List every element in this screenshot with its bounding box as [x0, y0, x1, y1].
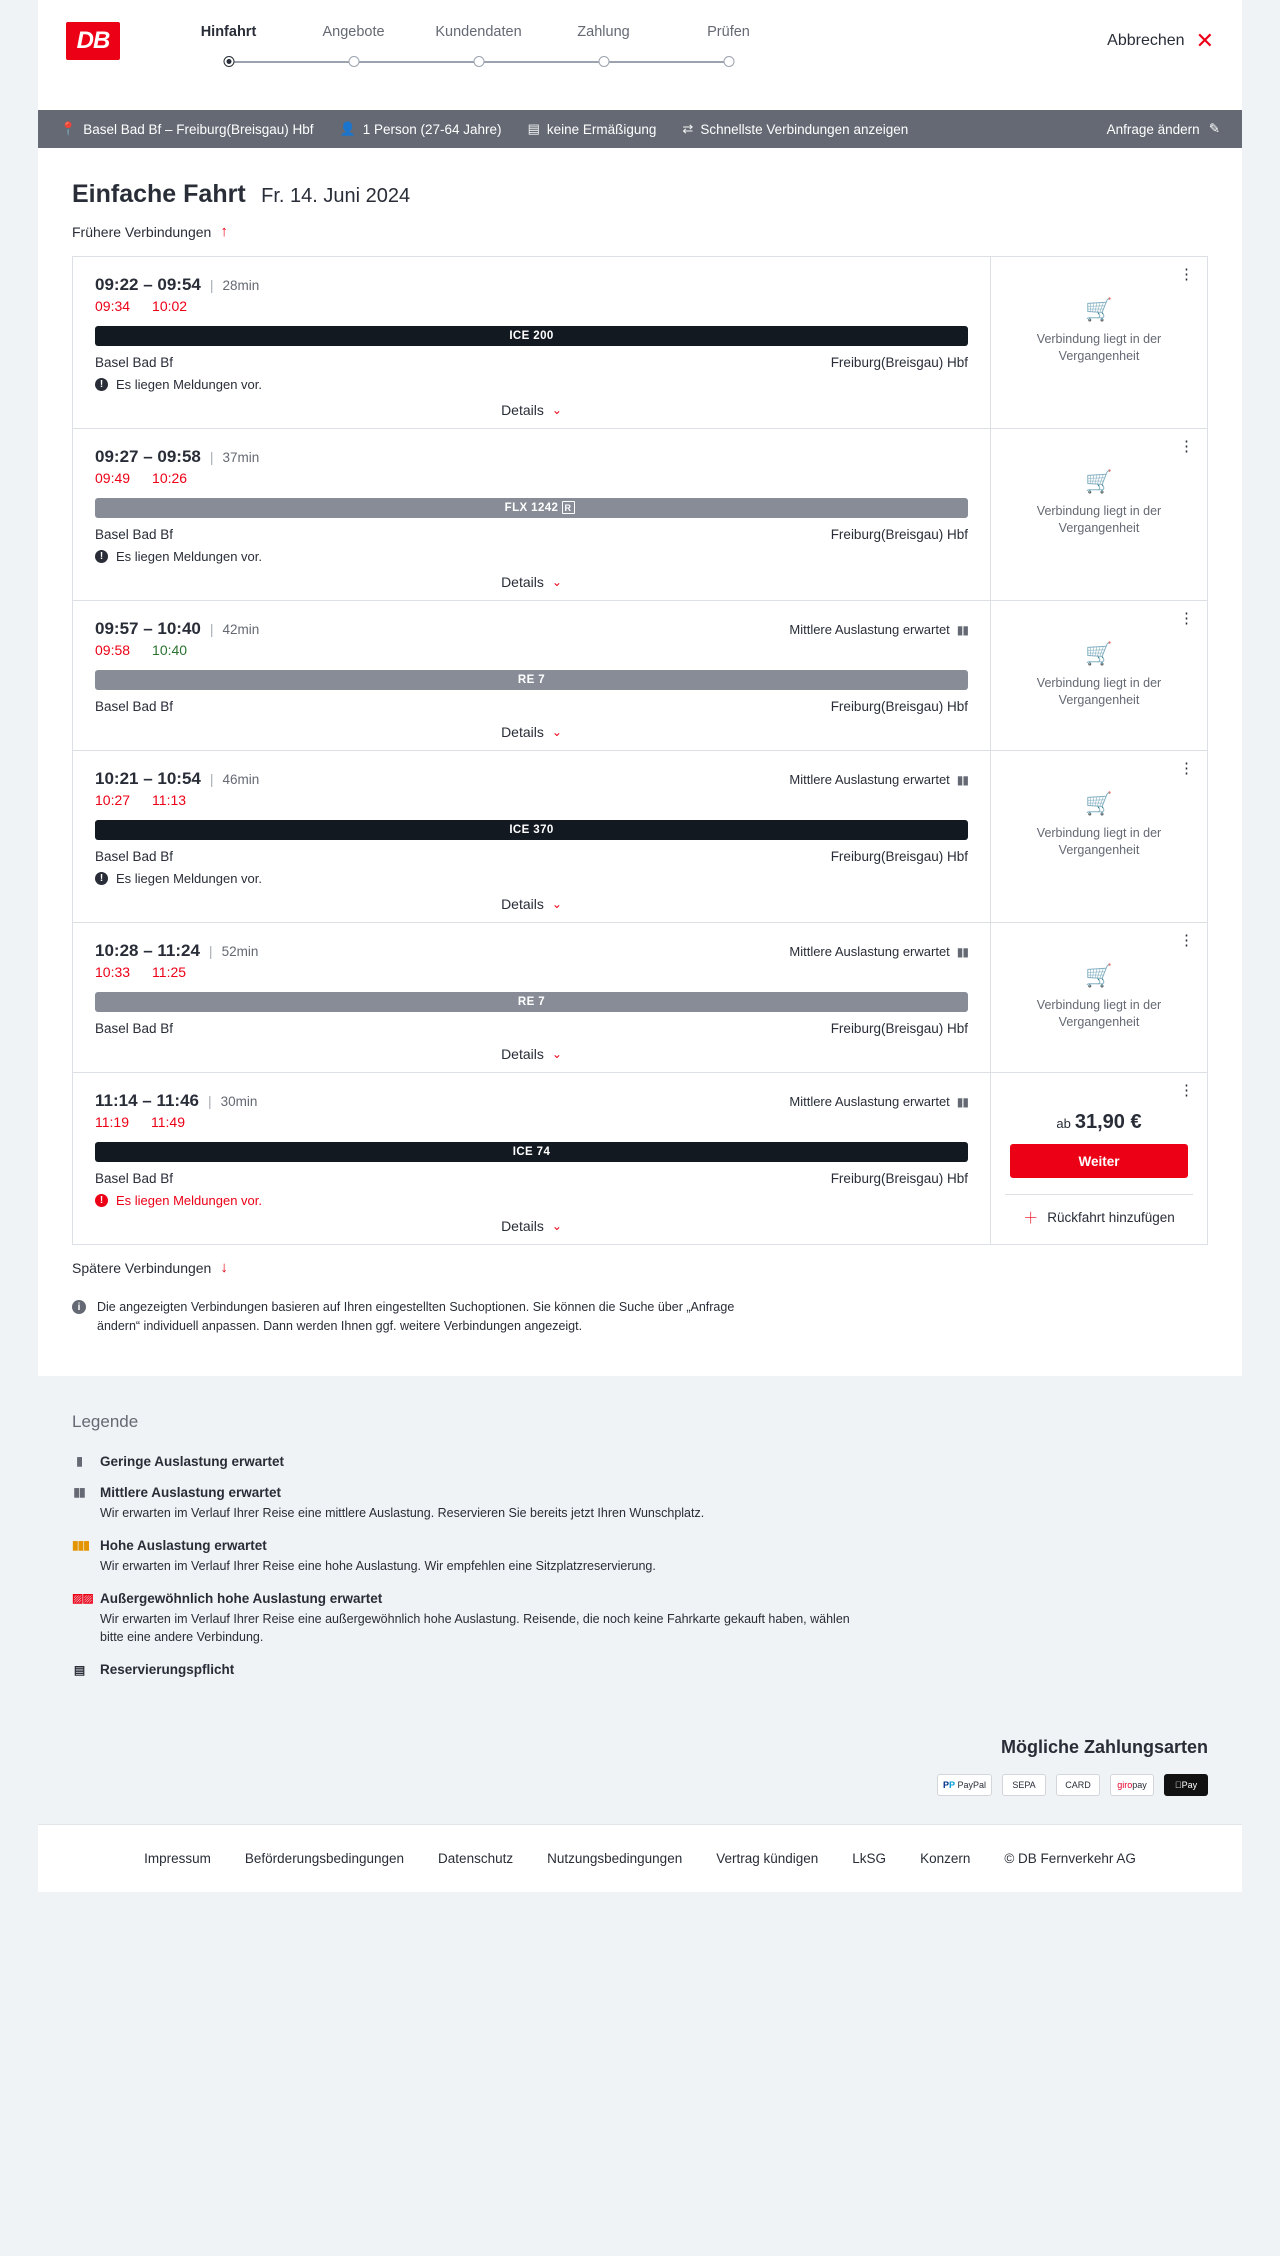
occupancy-indicator [789, 944, 968, 959]
connections-list [72, 256, 1208, 1245]
paypal-icon: P P PayPal [937, 1774, 992, 1796]
actual-arrival-time: 10:40 [152, 642, 188, 658]
actual-departure-time: 11:19 [95, 1114, 129, 1130]
payment-methods-section [38, 1727, 1242, 1824]
info-icon: i [72, 1300, 86, 1314]
legend-item-label: Hohe Auslastung erwartet [100, 1537, 267, 1553]
train-line-label: ICE 370 [509, 824, 554, 836]
footer-links [38, 1851, 1242, 1866]
connection-side [991, 257, 1207, 428]
page-footer [38, 1824, 1242, 1892]
cart-disabled-icon: 🛒 [1085, 963, 1113, 988]
connection-card [73, 429, 1207, 601]
arrival-station: Freiburg(Breisgau) Hbf [830, 849, 968, 864]
train-line-bar[interactable] [95, 1142, 968, 1162]
disruption-message[interactable] [95, 1193, 968, 1208]
price-value: 31,90 € [1074, 1111, 1142, 1133]
edit-request-label: Anfrage ändern [1106, 121, 1200, 137]
actual-arrival-time: 11:49 [151, 1114, 185, 1130]
departure-station: Basel Bad Bf [95, 1171, 174, 1186]
connection-times: 09:57 – 10:40 [95, 619, 201, 638]
legend-item-description: Wir erwarten im Verlauf Ihrer Reise eine außergewöhnlich hohe Auslastung. Reisende, die noch keine Fahrkarte gekauft haben, wählen bitte eine andere Verbindung. [100, 1611, 850, 1644]
legend-title: Legende [72, 1411, 139, 1431]
separator: | [208, 943, 213, 959]
connection-times: 09:27 – 09:58 [95, 447, 201, 466]
location-pin-icon: 📍 [60, 121, 77, 136]
legend-item [72, 1538, 1208, 1575]
occupancy-level-icon: ▮▮ [73, 1485, 85, 1499]
details-label: Details [501, 896, 544, 912]
page-title: Einfache Fahrt [72, 180, 246, 208]
more-options-icon[interactable]: ⋮ [1179, 610, 1195, 627]
footer-link[interactable]: Konzern [920, 1851, 971, 1866]
separator: | [207, 1093, 212, 1109]
legend-item [72, 1454, 1208, 1469]
details-label: Details [501, 1046, 544, 1062]
more-options-icon[interactable]: ⋮ [1179, 1082, 1195, 1099]
past-connection-note: Verbindung liegt in der Vergangenheit [1036, 676, 1162, 707]
details-label: Details [501, 574, 544, 590]
occupancy-icon: ▮▮ [956, 772, 968, 787]
past-connection-note: Verbindung liegt in der Vergangenheit [1036, 998, 1162, 1029]
station-row [95, 1021, 968, 1036]
occupancy-icon: ▮▮ [956, 622, 968, 637]
connection-duration: 52min [221, 944, 259, 959]
train-line-bar[interactable] [95, 498, 968, 518]
separator: | [209, 277, 214, 293]
disruption-message-text: Es liegen Meldungen vor. [116, 377, 262, 392]
disruption-message-text: Es liegen Meldungen vor. [116, 549, 262, 564]
arrival-station: Freiburg(Breisgau) Hbf [830, 699, 968, 714]
connection-side [991, 429, 1207, 600]
step-dot-icon [473, 56, 484, 67]
arrival-station: Freiburg(Breisgau) Hbf [830, 355, 968, 370]
occupancy-level-icon: ▮▮▮ [72, 1538, 89, 1553]
connection-side [991, 1073, 1207, 1244]
more-options-icon[interactable]: ⋮ [1179, 760, 1195, 777]
query-passengers-label: 1 Person (27-64 Jahre) [362, 121, 502, 137]
earlier-connections-button[interactable] [72, 223, 1208, 240]
details-toggle[interactable] [95, 574, 968, 590]
occupancy-level-icon: ▨▨ [72, 1591, 93, 1606]
departure-station: Basel Bad Bf [95, 1021, 174, 1036]
applepay-icon: Pay [1164, 1774, 1208, 1796]
payment-method-icons [72, 1774, 1208, 1796]
chevron-down-icon: ⌄ [551, 725, 562, 739]
train-line-label: RE 7 [517, 996, 546, 1008]
train-line-label: RE 7 [517, 674, 546, 686]
query-passengers [340, 121, 502, 137]
disruption-message[interactable] [95, 871, 968, 886]
step-hinfahrt[interactable] [166, 24, 291, 70]
station-row [95, 849, 968, 864]
chevron-down-icon: ⌄ [551, 897, 562, 911]
occupancy-label: Mittlere Auslastung erwartet [789, 944, 950, 959]
step-label: Kundendaten [435, 24, 522, 40]
legend-item [72, 1591, 1208, 1646]
connection-card [73, 1073, 1207, 1244]
details-toggle[interactable] [95, 896, 968, 912]
train-line-bar[interactable] [95, 670, 968, 690]
step-pruefen[interactable] [666, 24, 791, 70]
giropay-icon: giro pay [1110, 1774, 1154, 1796]
train-line-label: ICE 74 [512, 1146, 551, 1158]
creditcard-icon: CARD [1056, 1774, 1100, 1796]
checkout-steps [166, 24, 791, 70]
disruption-message[interactable] [95, 549, 968, 564]
cart-disabled-icon: 🛒 [1085, 297, 1113, 322]
query-summary-bar [38, 110, 1242, 148]
footer-link[interactable]: LkSG [852, 1851, 887, 1866]
connection-main [73, 257, 991, 428]
occupancy-label: Mittlere Auslastung erwartet [789, 772, 950, 787]
query-discount-label: keine Ermäßigung [546, 121, 657, 137]
details-toggle[interactable] [95, 724, 968, 740]
cancel-label: Abbrechen [1107, 32, 1185, 49]
more-options-icon[interactable]: ⋮ [1179, 932, 1195, 949]
legend-item-label: Mittlere Auslastung erwartet [100, 1484, 282, 1500]
actual-departure-time: 10:27 [95, 792, 131, 808]
connection-side [991, 923, 1207, 1072]
train-line-bar[interactable] [95, 326, 968, 346]
actual-departure-time: 10:33 [95, 964, 131, 980]
connection-main [73, 1073, 991, 1244]
connection-duration: 30min [220, 1094, 258, 1109]
more-options-icon[interactable]: ⋮ [1179, 438, 1195, 455]
more-options-icon[interactable]: ⋮ [1179, 266, 1195, 283]
footer-link[interactable]: Beförderungsbedingungen [244, 1851, 405, 1866]
separator: | [209, 771, 214, 787]
actual-departure-time: 09:49 [95, 470, 131, 486]
connection-main [73, 751, 991, 922]
footer-link[interactable]: Datenschutz [438, 1851, 514, 1866]
details-label: Details [501, 724, 544, 740]
occupancy-indicator [789, 772, 968, 787]
cancel-button[interactable] [1107, 30, 1214, 52]
details-toggle[interactable] [95, 402, 968, 418]
connection-main [73, 601, 991, 750]
price-prefix: ab [1056, 1116, 1071, 1131]
occupancy-indicator [789, 622, 968, 637]
disruption-message-text: Es liegen Meldungen vor. [116, 1193, 262, 1208]
payment-methods-title: Mögliche Zahlungsarten [1000, 1737, 1208, 1757]
step-dot-icon [598, 56, 609, 67]
disruption-message[interactable] [95, 377, 968, 392]
departure-station: Basel Bad Bf [95, 527, 174, 542]
actual-arrival-time: 11:13 [152, 792, 187, 808]
station-row [95, 527, 968, 542]
query-discount [528, 121, 657, 137]
later-connections-button[interactable] [72, 1259, 1208, 1276]
query-route-label: Basel Bad Bf – Freiburg(Breisgau) Hbf [83, 121, 314, 137]
price-row [1056, 1111, 1141, 1134]
station-row [95, 355, 968, 370]
reservation-required-icon: R [562, 501, 575, 514]
sepa-icon: SEPA [1002, 1774, 1046, 1796]
past-connection-note: Verbindung liegt in der Vergangenheit [1036, 332, 1162, 363]
chevron-down-icon: ⌄ [551, 1047, 562, 1061]
actual-arrival-time: 10:02 [152, 298, 188, 314]
actual-departure-time: 09:34 [95, 298, 131, 314]
continue-button[interactable]: Weiter [1010, 1144, 1188, 1178]
details-toggle[interactable] [95, 1046, 968, 1062]
person-icon: 👤 [339, 121, 356, 136]
separator: | [209, 449, 214, 465]
alert-icon: ! [95, 872, 108, 885]
connection-times: 10:21 – 10:54 [95, 769, 201, 788]
search-note [72, 1298, 772, 1336]
past-connection-note: Verbindung liegt in der Vergangenheit [1036, 826, 1162, 857]
station-row [95, 699, 968, 714]
connection-side [991, 601, 1207, 750]
pencil-icon: ✎ [1208, 121, 1220, 136]
chevron-down-icon: ⌄ [551, 575, 562, 589]
earlier-connections-label: Frühere Verbindungen [72, 223, 212, 240]
app-header [38, 0, 1242, 110]
footer-link[interactable]: Nutzungsbedingungen [547, 1851, 683, 1866]
legend-item [72, 1662, 1208, 1677]
step-dot-icon [223, 56, 234, 67]
edit-request-button[interactable] [1107, 121, 1220, 137]
train-line-bar[interactable] [95, 820, 968, 840]
db-logo: DB [66, 22, 120, 60]
arrival-station: Freiburg(Breisgau) Hbf [830, 1171, 968, 1186]
alert-icon: ! [95, 1194, 108, 1207]
legend-item-label: Geringe Auslastung erwartet [100, 1453, 285, 1469]
connection-times: 09:22 – 09:54 [95, 275, 201, 294]
close-icon: ✕ [1195, 28, 1214, 53]
actual-arrival-time: 10:26 [152, 470, 188, 486]
add-return-trip-label: Rückfahrt hinzufügen [1047, 1210, 1175, 1225]
actual-departure-time: 09:58 [95, 642, 131, 658]
train-line-label: FLX 1242 [504, 502, 559, 514]
legend-item-label: Reservierungspflicht [100, 1662, 235, 1677]
step-zahlung[interactable] [541, 24, 666, 70]
legend-item-description: Wir erwarten im Verlauf Ihrer Reise eine hohe Auslastung. Wir empfehlen eine Sitzplatzreservierung. [100, 1558, 656, 1573]
connection-main [73, 429, 991, 600]
occupancy-level-icon: ▮ [76, 1454, 82, 1468]
step-label: Angebote [322, 24, 385, 40]
past-connection-note: Verbindung liegt in der Vergangenheit [1036, 504, 1162, 535]
query-sorting-label: Schnellste Verbindungen anzeigen [700, 121, 909, 137]
connection-duration: 28min [222, 278, 260, 293]
departure-station: Basel Bad Bf [95, 355, 174, 370]
connection-main [73, 923, 991, 1072]
arrival-station: Freiburg(Breisgau) Hbf [830, 1021, 968, 1036]
add-return-trip-button[interactable] [1005, 1194, 1193, 1228]
sort-icon: ⇄ [682, 121, 694, 136]
connection-card [73, 601, 1207, 751]
occupancy-level-icon: ▤ [73, 1662, 85, 1677]
actual-arrival-time: 11:25 [152, 964, 187, 980]
arrow-up-icon: ↑ [220, 223, 228, 240]
chevron-down-icon: ⌄ [551, 1219, 562, 1233]
legend-section [38, 1376, 1242, 1728]
station-row [95, 1171, 968, 1186]
connection-times: 10:28 – 11:24 [95, 941, 200, 960]
step-label: Hinfahrt [200, 24, 257, 40]
connection-duration: 37min [222, 450, 260, 465]
connection-card [73, 923, 1207, 1073]
occupancy-label: Mittlere Auslastung erwartet [789, 622, 950, 637]
occupancy-icon: ▮▮ [956, 944, 968, 959]
disruption-message-text: Es liegen Meldungen vor. [116, 871, 262, 886]
occupancy-indicator [789, 1094, 968, 1109]
step-label: Prüfen [707, 24, 750, 40]
search-note-text: Die angezeigten Verbindungen basieren auf Ihren eingestellten Suchoptionen. Sie können die Suche über „Anfrage ändern“ individuell anpassen. Dann werden Ihnen ggf. weitere Verbindungen angezeigt. [97, 1300, 735, 1333]
cart-disabled-icon: 🛒 [1085, 641, 1113, 666]
occupancy-label: Mittlere Auslastung erwartet [789, 1094, 950, 1109]
query-route [60, 121, 314, 137]
alert-icon: ! [95, 378, 108, 391]
card-icon: ▤ [527, 121, 540, 136]
legend-item-description: Wir erwarten im Verlauf Ihrer Reise eine mittlere Auslastung. Reservieren Sie bereits jetzt Ihren Wunschplatz. [100, 1505, 705, 1520]
step-kundendaten[interactable] [416, 24, 541, 70]
chevron-down-icon: ⌄ [551, 403, 562, 417]
alert-icon: ! [95, 550, 108, 563]
separator: | [209, 621, 214, 637]
step-angebote[interactable] [291, 24, 416, 70]
departure-station: Basel Bad Bf [95, 699, 174, 714]
connection-card [73, 751, 1207, 923]
step-label: Zahlung [577, 24, 630, 40]
occupancy-icon: ▮▮ [956, 1094, 968, 1109]
details-toggle[interactable] [95, 1218, 968, 1234]
departure-station: Basel Bad Bf [95, 849, 174, 864]
later-connections-label: Spätere Verbindungen [72, 1259, 212, 1276]
main-content [38, 148, 1242, 1376]
page-title-date: Fr. 14. Juni 2024 [261, 185, 411, 207]
connection-duration: 42min [222, 622, 260, 637]
footer-link[interactable]: Impressum [144, 1851, 211, 1866]
footer-copyright: © DB Fernverkehr AG [1004, 1851, 1136, 1866]
connection-times: 11:14 – 11:46 [95, 1091, 199, 1110]
connection-duration: 46min [222, 772, 260, 787]
plus-icon: ＋ [1023, 1210, 1039, 1227]
step-dot-icon [348, 56, 359, 67]
cart-disabled-icon: 🛒 [1085, 791, 1113, 816]
arrival-station: Freiburg(Breisgau) Hbf [830, 527, 968, 542]
legend-item-label: Außergewöhnlich hohe Auslastung erwartet [100, 1590, 383, 1606]
train-line-bar[interactable] [95, 992, 968, 1012]
legend-item [72, 1485, 1208, 1522]
connection-side [991, 751, 1207, 922]
legend-list [72, 1454, 1208, 1678]
footer-link[interactable]: Vertrag kündigen [716, 1851, 819, 1866]
train-line-label: ICE 200 [509, 330, 554, 342]
query-sorting [682, 121, 908, 137]
step-dot-icon [723, 56, 734, 67]
connection-card [73, 257, 1207, 429]
arrow-down-icon: ↓ [220, 1259, 228, 1276]
cart-disabled-icon: 🛒 [1085, 469, 1113, 494]
details-label: Details [501, 1218, 544, 1234]
details-label: Details [501, 402, 544, 418]
